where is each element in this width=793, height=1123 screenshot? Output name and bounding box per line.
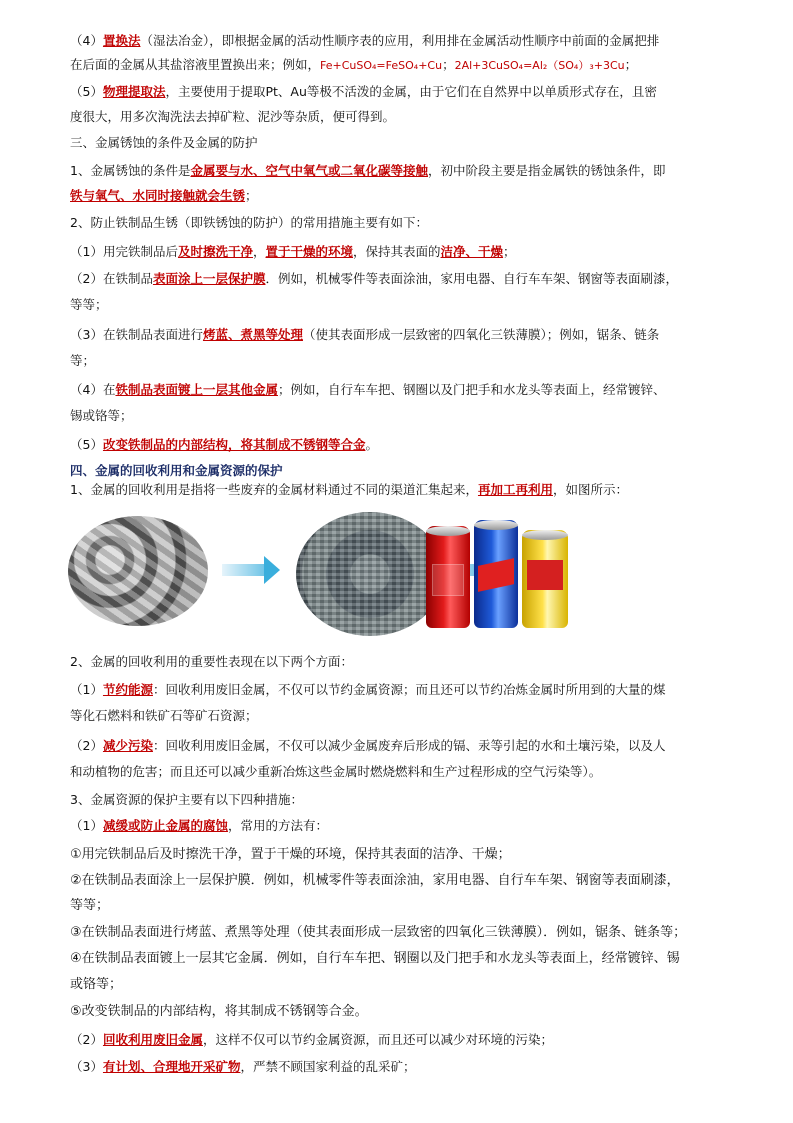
s3-2-title: 2、防止铁制品生锈（即铁锈蚀的防护）的常用措施主要有如下： — [70, 215, 428, 230]
p3-line: （3）有计划、合理地开采矿物，严禁不顾国家利益的乱采矿； — [70, 1059, 416, 1074]
recycling-illustration — [64, 504, 624, 644]
m3-line1: （3）在铁制品表面进行烤蓝、煮黑等处理（使其表面形成一层致密的四氧化三铁薄膜）；例如，锯条、链条 — [70, 327, 660, 342]
c2-line1: ②在铁制品表面涂上一层保护膜．例如，机械零件等表面涂油，家用电器、自行车车架、钢窗等表面刷漆， — [70, 873, 680, 888]
r2-line1: （2）减少污染：回收利用废旧金属，不仅可以减少金属废弃后形成的镉、汞等引起的水和土壤污染，以及人 — [70, 738, 666, 753]
s4-3-title: 3、金属资源的保护主要有以下四种措施： — [70, 792, 303, 807]
red-can — [426, 526, 470, 628]
p4-keyword: 置换法 — [102, 33, 141, 48]
m4-line1: （4）在铁制品表面镀上一层其他金属；例如，自行车车把、钢圈以及门把手和水龙头等表面上，经常镀锌、 — [70, 382, 666, 397]
m2-line1: （2）在铁制品表面涂上一层保护膜．例如，机械零件等表面涂油，家用电器、自行车车架、钢窗等表面刷漆， — [70, 271, 678, 286]
m1-line: （1）用完铁制品后及时擦洗干净，置于干燥的环境，保持其表面的洁净、干燥； — [70, 244, 516, 259]
m4-line2: 锡或铬等； — [70, 408, 133, 423]
section-4-title: 四、金属的回收利用和金属资源的保护 — [70, 463, 283, 478]
m3-line2: 等； — [70, 353, 96, 368]
p1-line: （1）减缓或防止金属的腐蚀，常用的方法有： — [70, 818, 328, 833]
equation-1: Fe+CuSO₄=FeSO₄+Cu — [320, 59, 443, 72]
yellow-can — [522, 530, 568, 628]
s4-2-title: 2、金属的回收利用的重要性表现在以下两个方面： — [70, 654, 353, 669]
equation-2: 2Al+3CuSO₄=Al₂（SO₄）₃+3Cu — [454, 59, 625, 72]
r1-line2: 等化石燃料和铁矿石等矿石资源； — [70, 708, 258, 723]
c4-line1: ④在铁制品表面镀上一层其它金属．例如，自行车车把、钢圈以及门把手和水龙头等表面上，经常镀锌、锡 — [70, 951, 680, 966]
section-3-title: 三、金属锈蚀的条件及金属的防护 — [70, 135, 258, 150]
p5-line2: 度很大，用多次淘洗法去掉矿粒、泥沙等杂质，便可得到。 — [70, 109, 396, 124]
c5-line: ⑤改变铁制品的内部结构，将其制成不锈钢等合金。 — [70, 1004, 368, 1019]
c4-line2: 或铬等； — [70, 977, 123, 992]
scrap-metal-image — [68, 516, 208, 626]
m2-line2: 等等； — [70, 297, 108, 312]
p4-line1: （4）置换法（湿法冶金），即根据金属的活动性顺序表的应用，利用排在金属活动性顺序中前面的金属把排 — [70, 33, 660, 48]
p2-line: （2）回收利用废旧金属，这样不仅可以节约金属资源，而且还可以减少对环境的污染； — [70, 1032, 553, 1047]
p5-line1: （5）物理提取法，主要使用于提取Pt、Au等极不活泼的金属，由于它们在自然界中以单质形式存在，且密 — [70, 84, 657, 99]
p4-line2: 在后面的金属从其盐溶液里置换出来；例如，Fe+CuSO₄=FeSO₄+Cu；2Al+3CuSO₄=Al₂（SO₄）₃+3Cu； — [70, 57, 638, 72]
s4-1-line: 1、金属的回收利用是指将一些废弃的金属材料通过不同的渠道汇集起来，再加工再利用，如图所示： — [70, 482, 628, 497]
r1-line1: （1）节约能源：回收利用废旧金属，不仅可以节约金属资源；而且还可以节约冶炼金属时所用到的大量的煤 — [70, 682, 666, 697]
c3-line: ③在铁制品表面进行烤蓝、煮黑等处理（使其表面形成一层致密的四氧化三铁薄膜）．例如，锯条、链条等； — [70, 925, 687, 940]
s3-1-keyword2: 铁与氧气、水同时接触就会生锈 — [70, 188, 246, 203]
compressed-metal-bale-image — [296, 512, 444, 636]
m5-line: （5）改变铁制品的内部结构，将其制成不锈钢等合金。 — [70, 437, 378, 452]
blue-can — [474, 520, 518, 628]
s3-1-line1: 1、金属锈蚀的条件是金属要与水、空气中氧气或二氧化碳等接触，初中阶段主要是指金属铁的锈蚀条件，即 — [70, 163, 666, 178]
arrow-icon — [222, 556, 280, 584]
r2-line2: 和动植物的危害；而且还可以减少重新冶炼这些金属时燃烧燃料和生产过程形成的空气污染等）。 — [70, 764, 602, 779]
c2-line2: 等等； — [70, 898, 110, 913]
p5-keyword: 物理提取法 — [102, 84, 166, 99]
s3-1-keyword: 金属要与水、空气中氧气或二氧化碳等接触 — [190, 163, 428, 178]
c1-line: ①用完铁制品后及时擦洗干净，置于干燥的环境，保持其表面的洁净、干燥； — [70, 847, 511, 862]
s3-1-line2: 铁与氧气、水同时接触就会生锈； — [70, 188, 258, 203]
